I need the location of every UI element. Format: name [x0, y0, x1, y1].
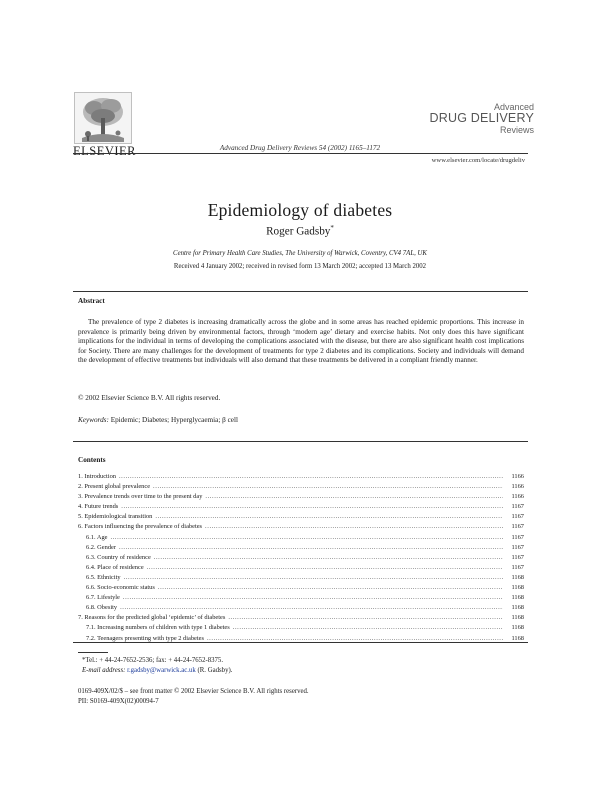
author-line [0, 224, 600, 238]
toc-leader-dots [119, 473, 503, 480]
abstract-text: The prevalence of type 2 diabetes is increasing dramatically across the globe and in some areas has reached epidemic proportions. This increase in prevalence is primarily being driven by environmental factors, through ‘modern age’ dietary and exercise habits. Not only does this have significant implications for the individual in terms of developing the complications associated with the disease, but there are also significant health cost implications for Society. There are many challenges for the development of treatments for type 2 diabetes and its complications. Society and individuals will demand the development of effective treatments but individuals will also demand that these treatments be delivered in a compliant friendly manner. [78, 318, 524, 365]
keywords-line [78, 416, 238, 424]
toc-leader-dots [121, 503, 503, 510]
toc-entry-page: 1168 [511, 584, 524, 592]
toc-entry[interactable] [78, 584, 524, 594]
email-suffix: (R. Gadsby). [197, 667, 233, 674]
journal-url-link[interactable]: www.elsevier.com/locate/drugdeliv [431, 157, 525, 164]
toc-leader-dots [205, 493, 503, 500]
toc-entry-title: 7. Reasons for the predicted global ‘epidemic’ of diabetes [78, 614, 226, 622]
toc-entry[interactable] [78, 483, 524, 493]
toc-leader-dots [123, 594, 503, 601]
toc-entry[interactable] [78, 624, 524, 634]
journal-logo [426, 103, 534, 135]
journal-reference: Advanced Drug Delivery Reviews 54 (2002) 1165–1172 [219, 144, 381, 152]
toc-entry-title: 6.7. Lifestyle [86, 594, 120, 602]
toc-entry[interactable] [78, 554, 524, 564]
toc-entry-page: 1167 [511, 543, 524, 551]
toc-leader-dots [233, 624, 503, 631]
toc-leader-dots [153, 483, 503, 490]
toc-entry-title: 1. Introduction [78, 473, 116, 480]
toc-entry-title: 6. Factors influencing the prevalence of diabetes [78, 523, 203, 531]
toc-leader-dots [147, 564, 503, 571]
toc-entry[interactable] [78, 604, 524, 614]
elsevier-tree-logo-icon [74, 92, 132, 144]
toc-entry[interactable] [78, 513, 524, 523]
journal-logo-line3: Reviews [499, 124, 534, 135]
toc-entry-page: 1167 [511, 553, 524, 561]
article-title: Epidemiology of diabetes [207, 200, 393, 220]
toc-leader-dots [228, 614, 503, 621]
toc-entry-title: 6.3. Country of residence [86, 553, 151, 561]
email-link[interactable]: r.gadsby@warwick.ac.uk [127, 667, 196, 674]
toc-entry-title: 7.2. Teenagers presenting with type 2 diabetes [86, 634, 204, 642]
toc-entry[interactable] [78, 594, 524, 604]
toc-entry-page: 1168 [511, 634, 524, 642]
header-divider [73, 153, 528, 154]
affiliation: Centre for Primary Health Care Studies, The University of Warwick, Coventry, CV4 7AL, UK [173, 250, 427, 257]
toc-leader-dots [207, 635, 503, 642]
toc-entry-page: 1168 [511, 614, 524, 622]
toc-entry-title: 4. Future trends [78, 503, 119, 511]
footnote-divider [78, 652, 108, 653]
toc-entry-title: 5. Epidemiological transition [78, 513, 153, 521]
contents-heading: Contents [78, 456, 106, 464]
toc-entry-title: 6.6. Socio-economic status [86, 584, 155, 592]
toc-entry-page: 1166 [511, 493, 524, 501]
toc-entry-page: 1167 [511, 533, 524, 541]
email-label: E-mail address: [82, 667, 126, 674]
toc-leader-dots [110, 534, 503, 541]
toc-entry-page: 1167 [511, 513, 524, 521]
toc-entry-title: 6.2. Gender [86, 543, 116, 551]
toc-entry-title: 6.1. Age [86, 533, 108, 541]
abstract-top-divider [73, 291, 528, 292]
abstract-bottom-divider [73, 441, 528, 442]
article-dates: Received 4 January 2002; received in revised form 13 March 2002; accepted 13 March 2002 [173, 263, 427, 270]
journal-logo-line1: Advanced [493, 102, 534, 112]
toc-entry-page: 1167 [511, 563, 524, 571]
toc-entry-page: 1168 [511, 573, 524, 581]
toc-leader-dots [155, 513, 503, 520]
toc-entry-page: 1166 [511, 483, 524, 491]
footnote-contact: *Tel.: + 44-24-7652-2536; fax: + 44-24-7652-8375. [82, 657, 224, 664]
abstract-heading: Abstract [78, 297, 105, 305]
author-footnote-mark: * [330, 224, 334, 232]
contents-bottom-divider [73, 642, 528, 643]
toc-entry[interactable] [78, 503, 524, 513]
toc-entry-page: 1167 [511, 523, 524, 531]
toc-entry-page: 1168 [511, 594, 524, 602]
toc-leader-dots [120, 604, 503, 611]
keywords-label: Keywords: [78, 416, 109, 424]
toc-leader-dots [124, 574, 503, 581]
toc-entry-title: 7.1. Increasing numbers of children with type 1 diabetes [86, 624, 230, 632]
toc-entry[interactable] [78, 564, 524, 574]
author-name: Roger Gadsby [266, 225, 331, 238]
toc-entry[interactable] [78, 544, 524, 554]
toc-entry[interactable] [78, 493, 524, 503]
toc-entry-page: 1168 [511, 604, 524, 612]
toc-entry-title: 3. Prevalence trends over time to the present day [78, 493, 203, 501]
toc-leader-dots [154, 554, 503, 561]
publisher-name: ELSEVIER [73, 144, 137, 158]
toc-entry[interactable] [78, 614, 524, 624]
keywords-list: Epidemic; Diabetes; Hyperglycaemia; β cell [110, 416, 238, 424]
toc-leader-dots [158, 584, 503, 591]
toc-entry-title: 6.8. Obesity [86, 604, 118, 612]
toc-entry-title: 6.5. Ethnicity [86, 573, 121, 581]
toc-entry-page: 1166 [511, 473, 524, 480]
toc-leader-dots [205, 523, 503, 530]
toc-leader-dots [119, 544, 503, 551]
toc-entry-page: 1168 [511, 624, 524, 632]
toc-entry[interactable] [78, 473, 524, 483]
toc-entry[interactable] [78, 523, 524, 533]
abstract-copyright: © 2002 Elsevier Science B.V. All rights reserved. [78, 394, 221, 402]
issn-line: 0169-409X/02/$ – see front matter © 2002 Elsevier Science B.V. All rights reserved. [78, 688, 309, 695]
footnote-email [82, 667, 232, 674]
toc-entry-title: 2. Present global prevalence [78, 483, 151, 491]
journal-logo-line2: DRUG DELIVERY [429, 111, 534, 126]
toc-entry-title: 6.4. Place of residence [86, 563, 144, 571]
pii-line: PII: S0169-409X(02)00094-7 [78, 698, 159, 705]
toc-entry[interactable] [78, 635, 524, 645]
toc-entry[interactable] [78, 534, 524, 544]
table-of-contents [78, 473, 524, 645]
toc-entry-page: 1167 [511, 503, 524, 511]
toc-entry[interactable] [78, 574, 524, 584]
